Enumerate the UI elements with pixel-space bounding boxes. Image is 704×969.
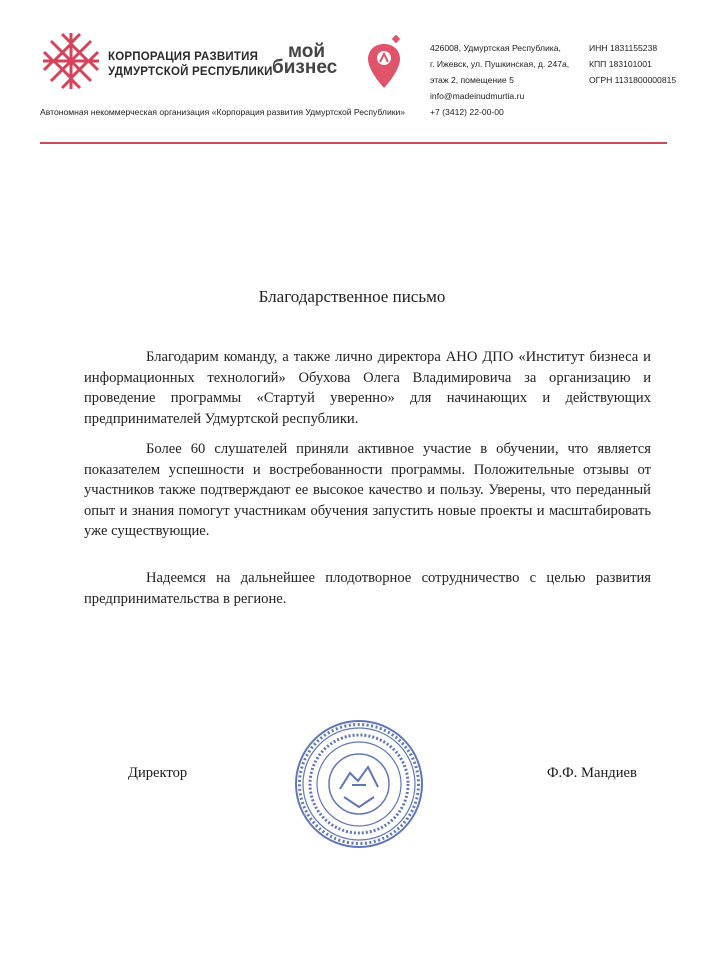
requisites: ИНН 1831155238 КПП 183101001 ОГРН 1131800000815	[589, 43, 677, 85]
letter-paragraph: Более 60 слушателей приняли активное участие в обучении, что является показателем успешности и востребованности программы. Положительные отзывы от участников также подтверждают ее высокое качество и пользу. Уверены, что переданный опыт и знания помогут участникам обучения запустить новые проекты и масштабировать уже существующие.	[84, 441, 651, 539]
letter-paragraph: Надеемся на дальнейшее плодотворное сотрудничество с целью развития предпринимательства в регионе.	[84, 570, 651, 607]
ornament-star-icon	[40, 30, 102, 92]
letter-paragraph: Благодарим команду, а также лично директора АНО ДПО «Институт бизнеса и информационных технологий» Обухова Олега Владимировича за организацию и проведение программы «Стартуй уверенно» для начинающих и действующих предпринимателей Удмуртской республики.	[84, 349, 651, 427]
header-divider	[40, 142, 667, 144]
org-full-name: Автономная некоммерческая организация «Корпорация развития Удмуртской Республики»	[40, 107, 406, 117]
location-pin-icon	[366, 34, 406, 92]
brand-logo-text: мой бизнес	[272, 41, 338, 78]
official-round-stamp	[292, 717, 426, 851]
letter-title: Благодарственное письмо	[258, 287, 446, 306]
contact-address: 426008, Удмуртская Республика, г. Ижевск, ул. Пушкинская, д. 247а, этаж 2, помещение 5 info@madeinudmurtia.ru +7 (3412) 22-00-00	[430, 43, 570, 117]
corporation-name: КОРПОРАЦИЯ РАЗВИТИЯ УДМУРТСКОЙ РЕСПУБЛИКИ	[108, 51, 273, 78]
signatory-position: Директор	[128, 765, 188, 781]
signatory-name: Ф.Ф. Мандиев	[547, 765, 637, 781]
